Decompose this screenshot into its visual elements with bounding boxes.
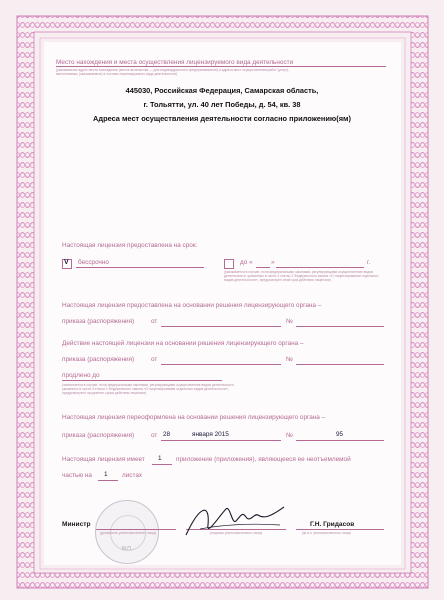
until-year-suffix: г. [367, 259, 371, 266]
attachment-count: 1 [158, 455, 162, 462]
until-checkbox [224, 259, 234, 269]
underline [296, 440, 384, 441]
address-line-2: г. Тольятти, ул. 40 лет Победы, д. 54, кв. 38 [143, 100, 301, 109]
handwritten-signature [180, 495, 290, 545]
extension-from: от [151, 356, 158, 363]
underline [276, 267, 364, 268]
extension-number-sign: № [286, 356, 293, 363]
term-note: (указывается в случае, если федеральными законами, регулирующими осуществление видов деятельности, указанных в части 4 статьи 1 Федерального закона «О лицензировании отдельных видов деятельности», предусмотрен иной срок действия лицензии) [224, 270, 379, 283]
indefinite-label: бессрочно [78, 259, 109, 266]
location-hint-2: выполняемых (оказываемых) в составе лицензируемого вида деятельности) [56, 72, 178, 76]
attachment-middle: приложение (приложения), являющееся ее неотъемлемой [176, 456, 351, 463]
underline [296, 529, 384, 530]
check-mark: V [64, 259, 69, 266]
extension-order-label: приказа (распоряжения) [62, 356, 135, 363]
reissue-line-1: Настоящая лицензия переоформлена на основании решения лицензирующего органа – [62, 414, 326, 421]
reissue-order-label: приказа (распоряжения) [62, 432, 135, 439]
address-line-3: Адреса мест осуществления деятельности согласно приложению(ям) [93, 114, 351, 123]
attachment-sheets-label: листах [122, 472, 143, 479]
underline [96, 529, 176, 530]
signer-name: Г.Н. Гридасов [310, 521, 355, 528]
basis-number-sign: № [286, 318, 293, 325]
underline [152, 464, 172, 465]
basis-line-1: Настоящая лицензия предоставлена на основании решения лицензирующего органа – [62, 302, 322, 309]
underline [161, 440, 281, 441]
stamp-mark: М.П. [121, 546, 133, 552]
underline [56, 66, 386, 67]
underline [296, 326, 384, 327]
position-hint: (должность уполномоченного лица) [100, 531, 157, 535]
basis-from: от [151, 318, 158, 325]
underline [161, 326, 281, 327]
reissue-number: 95 [336, 431, 344, 438]
signer-position: Министр [62, 521, 91, 528]
reissue-month-year: января 2015 [192, 431, 229, 438]
until-label: до « [240, 259, 253, 266]
extended-until-label: продлено до [62, 372, 100, 379]
attachment-prefix: Настоящая лицензия имеет [62, 456, 145, 463]
name-hint: (ф.и.о. уполномоченного лица) [302, 531, 351, 535]
reissue-number-sign: № [286, 432, 293, 439]
signature-hint: (подпись уполномоченного лица) [210, 531, 263, 535]
address-line-1: 445030, Российская Федерация, Самарская область, [125, 86, 319, 95]
extension-line-1: Действие настоящей лицензии на основании решения лицензирующего органа – [62, 340, 304, 347]
attachment-sheets: 1 [104, 471, 108, 478]
reissue-from: от [151, 432, 158, 439]
underline [98, 480, 118, 481]
until-quote: » [271, 259, 275, 266]
attachment-sheets-prefix: частью на [62, 472, 92, 479]
underline [256, 267, 270, 268]
underline [161, 364, 281, 365]
location-hint-1: (указываются адрес места нахождения (места жительства — для индивидуального предпринимателя) и адреса мест осуществления работ (услуг), [56, 68, 290, 72]
underline [296, 364, 384, 365]
term-label: Настоящая лицензия предоставлена на срок: [62, 242, 198, 249]
location-heading: Место нахождения и места осуществления лицензируемого вида деятельности [56, 59, 294, 66]
reissue-day: 28 [163, 431, 171, 438]
underline [62, 380, 222, 381]
basis-order-label: приказа (распоряжения) [62, 318, 135, 325]
extension-note: (заполняется в случае, если федеральными законами, регулирующими осуществление видов деятельности, указанных в части 4 статьи 1 Федерального закона «О лицензировании отдельных видов деятельности», предусмотрено продление срока действия лицензии) [62, 383, 235, 396]
underline [76, 267, 204, 268]
